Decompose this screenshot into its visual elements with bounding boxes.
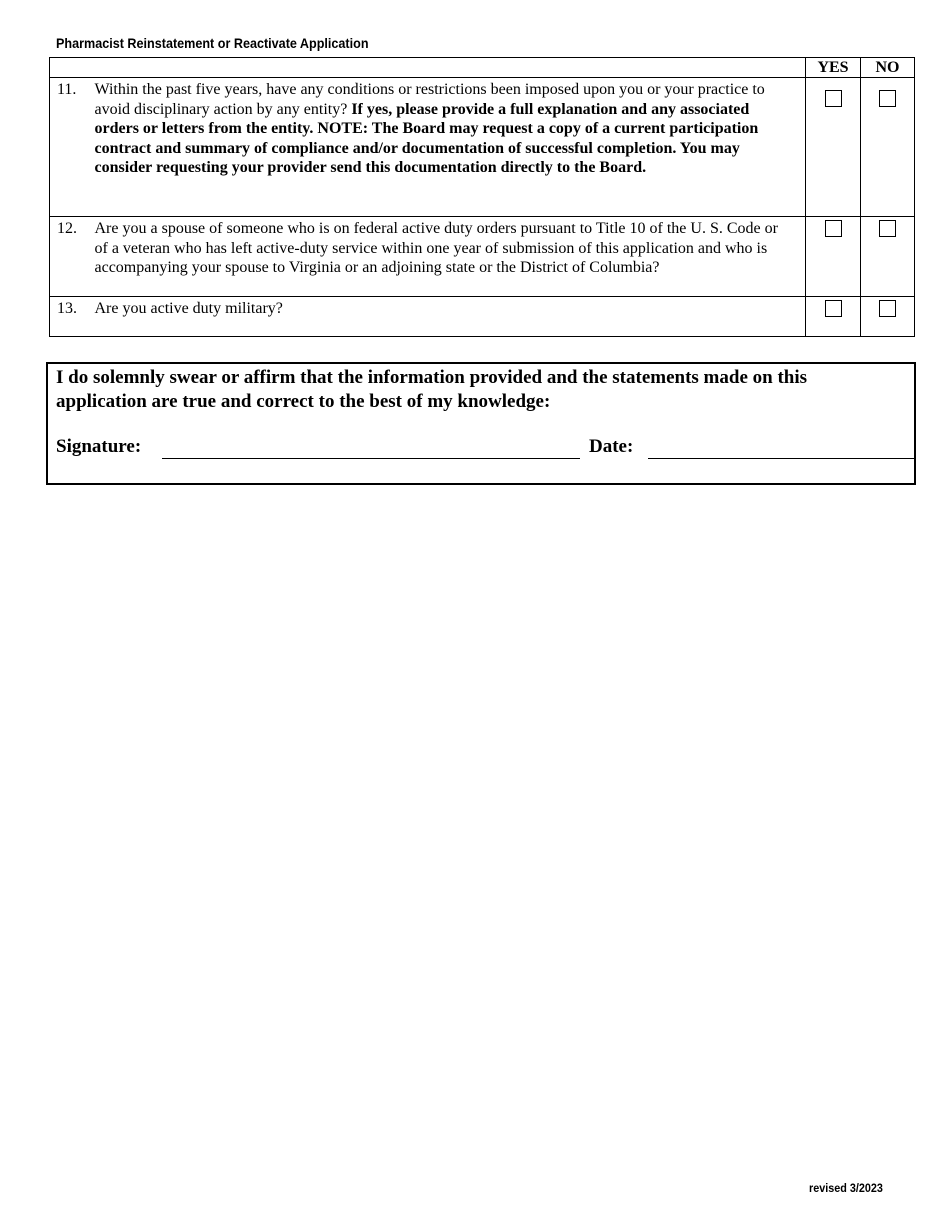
table-header-row (50, 58, 915, 78)
date-label: Date: (589, 436, 634, 457)
question-13-no-checkbox[interactable] (879, 300, 896, 317)
question-12-no-checkbox[interactable] (879, 220, 896, 237)
question-11-yes-checkbox[interactable] (825, 90, 842, 107)
yes-cell (806, 297, 861, 337)
yes-cell (806, 217, 861, 297)
yes-column-header: YES (806, 58, 861, 78)
no-column-header: NO (861, 58, 915, 78)
questions-table (49, 57, 915, 337)
revision-note: revised 3/2023 (809, 1181, 883, 1195)
question-12-text: Are you a spouse of someone who is on federal active duty orders pursuant to Title 10 of the U. S. Code or of a veteran who has left active-duty service within one year of submission of this application and who is accompanying your spouse to Virginia or an adjoining state or the District of Columbia? (95, 217, 806, 297)
question-row-11 (50, 78, 915, 217)
question-number: 13. (50, 297, 95, 337)
question-13-text: Are you active duty military? (95, 297, 806, 337)
page-title: Pharmacist Reinstatement or Reactivate Application (56, 35, 369, 51)
yes-cell (806, 78, 861, 217)
signature-label: Signature: (56, 436, 142, 457)
question-13-yes-checkbox[interactable] (825, 300, 842, 317)
question-11-bold-instructions: If yes, please provide a full explanation and any associated orders or letters from the entity. NOTE: The Board may request a copy of a current participation contract and summary of compliance and/or documentation of successful completion. You may consider requesting your provider send this documentation directly to the Board. (94, 100, 759, 176)
oath-statement: I do solemnly swear or affirm that the information provided and the statements made on this application are true and correct to the best of my knowledge: (56, 367, 808, 412)
signature-field[interactable] (162, 458, 580, 459)
header-blank-cell (50, 58, 806, 78)
date-field[interactable] (648, 458, 914, 459)
question-11-text: Within the past five years, have any conditions or restrictions been imposed upon you or your practice to avoid disciplinary action by any entity? (94, 81, 765, 118)
question-12-yes-checkbox[interactable] (825, 220, 842, 237)
question-11-no-checkbox[interactable] (879, 90, 896, 107)
no-cell (861, 78, 915, 217)
question-number: 11. (50, 78, 95, 217)
question-text (95, 78, 806, 217)
no-cell (861, 297, 915, 337)
question-row-12 (50, 217, 915, 297)
no-cell (861, 217, 915, 297)
question-number: 12. (50, 217, 95, 297)
oath-section (46, 362, 916, 485)
question-row-13 (50, 297, 915, 337)
